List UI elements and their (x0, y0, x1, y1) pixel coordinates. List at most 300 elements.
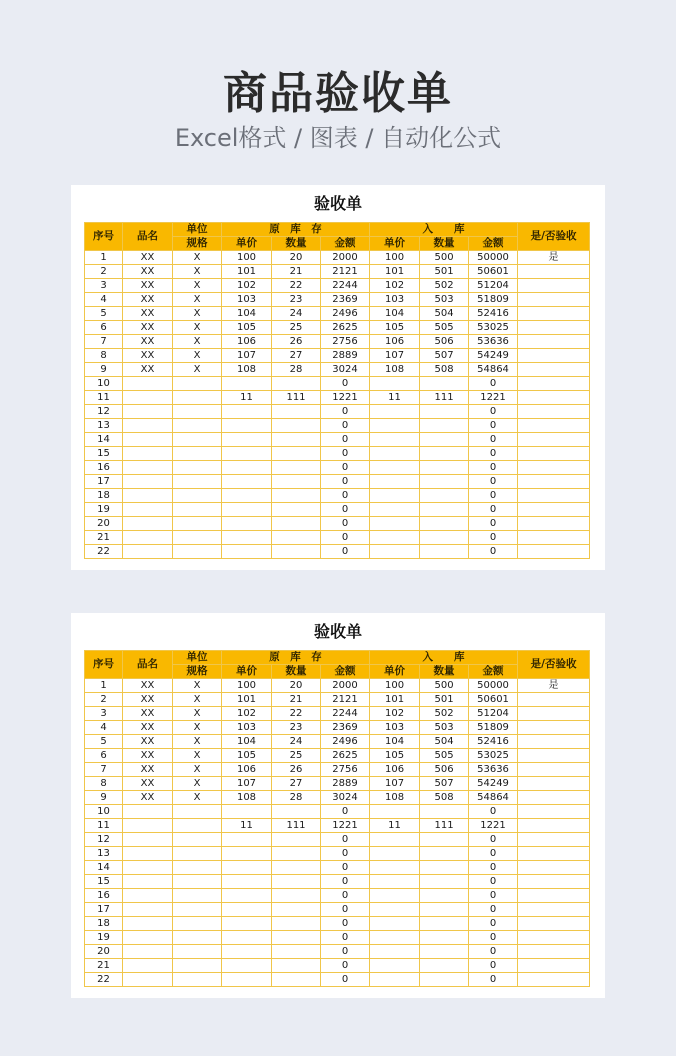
header-row (85, 223, 590, 237)
cell-in-amount: 50601 (469, 693, 518, 707)
cell-orig-price: 108 (222, 363, 272, 377)
cell-in-qty (420, 931, 469, 945)
cell-in-price (370, 545, 420, 559)
cell-name (123, 405, 173, 419)
cell-orig-qty: 27 (272, 349, 321, 363)
header-cell-seq: 序号 (85, 651, 123, 679)
cell-orig-amount: 0 (321, 531, 370, 545)
cell-name (123, 447, 173, 461)
cell-spec (173, 917, 222, 931)
header-cell-inbound: 入 库 (370, 651, 518, 665)
cell-seq: 8 (85, 777, 123, 791)
cell-accept (518, 405, 590, 419)
cell-accept (518, 763, 590, 777)
cell-in-amount: 0 (469, 447, 518, 461)
cell-orig-qty: 26 (272, 763, 321, 777)
cell-in-amount: 0 (469, 931, 518, 945)
cell-accept (518, 903, 590, 917)
cell-in-price: 107 (370, 777, 420, 791)
cell-name: XX (123, 307, 173, 321)
cell-spec (173, 945, 222, 959)
cell-accept (518, 875, 590, 889)
cell-seq: 6 (85, 321, 123, 335)
cell-orig-amount: 3024 (321, 791, 370, 805)
cell-in-amount: 51204 (469, 707, 518, 721)
cell-seq: 16 (85, 461, 123, 475)
cell-spec (173, 517, 222, 531)
cell-in-qty (420, 833, 469, 847)
cell-name (123, 545, 173, 559)
cell-orig-amount: 0 (321, 419, 370, 433)
cell-in-amount: 1221 (469, 391, 518, 405)
cell-seq: 19 (85, 503, 123, 517)
cell-orig-amount: 2369 (321, 293, 370, 307)
cell-name: XX (123, 335, 173, 349)
cell-in-amount: 1221 (469, 819, 518, 833)
cell-in-amount: 0 (469, 875, 518, 889)
cell-orig-price: 103 (222, 293, 272, 307)
cell-orig-amount: 0 (321, 517, 370, 531)
cell-seq: 9 (85, 791, 123, 805)
receipt-sheet-2 (71, 613, 605, 998)
cell-in-price: 101 (370, 265, 420, 279)
cell-orig-amount: 2889 (321, 349, 370, 363)
cell-in-amount: 52416 (469, 307, 518, 321)
cell-in-amount: 53636 (469, 335, 518, 349)
cell-in-amount: 52416 (469, 735, 518, 749)
cell-in-amount: 0 (469, 861, 518, 875)
cell-in-price: 103 (370, 293, 420, 307)
cell-name: XX (123, 265, 173, 279)
cell-in-qty (420, 489, 469, 503)
cell-orig-price (222, 805, 272, 819)
cell-accept (518, 931, 590, 945)
cell-in-price (370, 531, 420, 545)
cell-in-price (370, 903, 420, 917)
cell-accept (518, 307, 590, 321)
cell-spec (173, 461, 222, 475)
table-row (85, 973, 590, 987)
cell-accept (518, 721, 590, 735)
cell-seq: 3 (85, 707, 123, 721)
cell-spec: X (173, 763, 222, 777)
cell-in-qty: 111 (420, 819, 469, 833)
cell-accept (518, 447, 590, 461)
cell-in-qty (420, 531, 469, 545)
cell-accept (518, 819, 590, 833)
cell-in-qty (420, 433, 469, 447)
cell-spec (173, 503, 222, 517)
cell-spec: X (173, 349, 222, 363)
cell-in-amount: 0 (469, 419, 518, 433)
cell-spec (173, 889, 222, 903)
cell-seq: 2 (85, 693, 123, 707)
cell-in-amount: 51809 (469, 293, 518, 307)
cell-spec (173, 805, 222, 819)
table-row (85, 847, 590, 861)
table-row (85, 363, 590, 377)
cell-name (123, 531, 173, 545)
cell-in-amount: 0 (469, 959, 518, 973)
cell-spec (173, 875, 222, 889)
table-row (85, 763, 590, 777)
cell-in-qty: 502 (420, 707, 469, 721)
cell-in-price (370, 405, 420, 419)
cell-orig-price: 11 (222, 391, 272, 405)
cell-in-amount: 0 (469, 973, 518, 987)
cell-orig-amount: 0 (321, 945, 370, 959)
cell-orig-price: 106 (222, 763, 272, 777)
cell-orig-price: 105 (222, 749, 272, 763)
cell-seq: 22 (85, 973, 123, 987)
cell-orig-price (222, 405, 272, 419)
cell-seq: 8 (85, 349, 123, 363)
cell-in-amount: 51204 (469, 279, 518, 293)
table-row (85, 377, 590, 391)
cell-orig-amount: 0 (321, 433, 370, 447)
cell-in-qty (420, 847, 469, 861)
cell-seq: 11 (85, 819, 123, 833)
cell-in-qty: 506 (420, 335, 469, 349)
cell-seq: 20 (85, 517, 123, 531)
table-row (85, 931, 590, 945)
table-row (85, 489, 590, 503)
header-cell-seq: 序号 (85, 223, 123, 251)
cell-in-qty (420, 517, 469, 531)
cell-accept (518, 749, 590, 763)
cell-orig-price (222, 517, 272, 531)
cell-orig-amount: 0 (321, 545, 370, 559)
cell-orig-price: 104 (222, 307, 272, 321)
cell-name: XX (123, 251, 173, 265)
cell-orig-price (222, 833, 272, 847)
cell-in-qty (420, 447, 469, 461)
cell-seq: 7 (85, 763, 123, 777)
cell-orig-price: 102 (222, 279, 272, 293)
cell-in-qty: 504 (420, 735, 469, 749)
cell-accept (518, 517, 590, 531)
cell-in-price: 106 (370, 763, 420, 777)
cell-seq: 7 (85, 335, 123, 349)
cell-in-price: 103 (370, 721, 420, 735)
cell-seq: 20 (85, 945, 123, 959)
cell-orig-price: 104 (222, 735, 272, 749)
cell-name (123, 503, 173, 517)
cell-spec (173, 973, 222, 987)
cell-orig-qty: 23 (272, 721, 321, 735)
cell-spec: X (173, 265, 222, 279)
cell-orig-qty (272, 805, 321, 819)
cell-orig-amount: 2625 (321, 321, 370, 335)
cell-name (123, 419, 173, 433)
cell-orig-qty: 28 (272, 791, 321, 805)
page-subtitle: Excel格式 / 图表 / 自动化公式 (174, 124, 502, 152)
cell-orig-amount: 3024 (321, 363, 370, 377)
cell-in-amount: 0 (469, 531, 518, 545)
cell-name: XX (123, 735, 173, 749)
cell-seq: 5 (85, 735, 123, 749)
cell-seq: 13 (85, 419, 123, 433)
cell-orig-qty (272, 889, 321, 903)
cell-orig-qty (272, 545, 321, 559)
cell-spec: X (173, 293, 222, 307)
table-row (85, 307, 590, 321)
cell-orig-qty: 21 (272, 265, 321, 279)
cell-seq: 1 (85, 251, 123, 265)
cell-accept (518, 693, 590, 707)
table-row (85, 503, 590, 517)
cell-in-price (370, 931, 420, 945)
cell-orig-amount: 2244 (321, 707, 370, 721)
cell-name (123, 391, 173, 405)
cell-accept (518, 707, 590, 721)
cell-in-qty (420, 419, 469, 433)
table-row (85, 819, 590, 833)
cell-spec: X (173, 307, 222, 321)
cell-in-amount: 0 (469, 917, 518, 931)
cell-in-qty (420, 889, 469, 903)
cell-in-price: 107 (370, 349, 420, 363)
cell-orig-price (222, 903, 272, 917)
cell-orig-qty (272, 433, 321, 447)
cell-orig-qty (272, 489, 321, 503)
header-cell-qty: 数量 (420, 237, 469, 251)
table-row (85, 265, 590, 279)
cell-orig-amount: 0 (321, 805, 370, 819)
cell-spec (173, 833, 222, 847)
cell-in-qty: 501 (420, 265, 469, 279)
cell-orig-qty: 22 (272, 279, 321, 293)
cell-orig-price: 107 (222, 777, 272, 791)
cell-orig-amount: 0 (321, 959, 370, 973)
cell-orig-amount: 2625 (321, 749, 370, 763)
cell-name: XX (123, 707, 173, 721)
cell-name (123, 819, 173, 833)
table-row (85, 679, 590, 693)
cell-accept (518, 847, 590, 861)
sheet-title: 验收单 (313, 622, 362, 641)
cell-seq: 19 (85, 931, 123, 945)
cell-accept (518, 861, 590, 875)
cell-orig-amount: 0 (321, 903, 370, 917)
cell-spec (173, 391, 222, 405)
cell-in-qty: 505 (420, 321, 469, 335)
cell-accept (518, 489, 590, 503)
cell-in-qty: 508 (420, 363, 469, 377)
cell-in-price: 11 (370, 391, 420, 405)
header-cell-spec: 规格 (173, 237, 222, 251)
cell-accept (518, 335, 590, 349)
cell-name (123, 433, 173, 447)
cell-in-qty (420, 973, 469, 987)
cell-orig-amount: 0 (321, 405, 370, 419)
cell-accept (518, 791, 590, 805)
table-row (85, 405, 590, 419)
cell-spec: X (173, 777, 222, 791)
cell-name (123, 945, 173, 959)
cell-in-qty: 507 (420, 777, 469, 791)
cell-accept (518, 419, 590, 433)
cell-orig-price (222, 875, 272, 889)
cell-accept (518, 377, 590, 391)
cell-name (123, 931, 173, 945)
cell-in-amount: 0 (469, 405, 518, 419)
cell-accept (518, 363, 590, 377)
cell-name: XX (123, 293, 173, 307)
cell-in-price (370, 475, 420, 489)
receipt-table (84, 650, 590, 987)
cell-spec: X (173, 679, 222, 693)
cell-in-amount: 0 (469, 847, 518, 861)
cell-in-qty (420, 545, 469, 559)
cell-orig-amount: 0 (321, 475, 370, 489)
header-cell-amount: 金额 (469, 237, 518, 251)
cell-in-price: 108 (370, 363, 420, 377)
cell-orig-price (222, 419, 272, 433)
cell-in-amount: 0 (469, 475, 518, 489)
cell-spec (173, 419, 222, 433)
cell-accept (518, 321, 590, 335)
cell-in-amount: 50000 (469, 251, 518, 265)
cell-orig-price: 105 (222, 321, 272, 335)
table-body (85, 223, 590, 559)
cell-orig-amount: 0 (321, 503, 370, 517)
cell-in-price (370, 433, 420, 447)
table-row (85, 721, 590, 735)
header-cell-accept: 是/否验收 (518, 223, 590, 251)
cell-name: XX (123, 777, 173, 791)
cell-in-price: 106 (370, 335, 420, 349)
cell-in-qty: 505 (420, 749, 469, 763)
cell-in-qty: 111 (420, 391, 469, 405)
cell-in-qty (420, 945, 469, 959)
receipt-sheet-1 (71, 185, 605, 570)
header-cell-original-stock: 原 库 存 (222, 223, 370, 237)
cell-name (123, 861, 173, 875)
cell-orig-price (222, 917, 272, 931)
cell-accept (518, 265, 590, 279)
cell-orig-amount: 0 (321, 489, 370, 503)
cell-orig-qty: 28 (272, 363, 321, 377)
cell-spec: X (173, 251, 222, 265)
table-row (85, 517, 590, 531)
cell-accept (518, 461, 590, 475)
cell-orig-qty (272, 973, 321, 987)
cell-seq: 12 (85, 833, 123, 847)
cell-orig-qty (272, 503, 321, 517)
cell-orig-qty (272, 377, 321, 391)
cell-accept (518, 545, 590, 559)
cell-name: XX (123, 363, 173, 377)
cell-orig-qty (272, 861, 321, 875)
cell-orig-amount: 0 (321, 847, 370, 861)
cell-name: XX (123, 791, 173, 805)
cell-name (123, 973, 173, 987)
table-row (85, 875, 590, 889)
cell-seq: 9 (85, 363, 123, 377)
header-cell-price: 单价 (222, 665, 272, 679)
cell-orig-price: 108 (222, 791, 272, 805)
cell-accept (518, 531, 590, 545)
cell-seq: 6 (85, 749, 123, 763)
cell-seq: 17 (85, 475, 123, 489)
cell-accept (518, 735, 590, 749)
cell-orig-qty (272, 475, 321, 489)
cell-name (123, 489, 173, 503)
cell-orig-qty: 25 (272, 321, 321, 335)
cell-accept: 是 (518, 679, 590, 693)
cell-in-qty: 502 (420, 279, 469, 293)
cell-orig-price (222, 889, 272, 903)
cell-in-amount: 0 (469, 545, 518, 559)
cell-seq: 14 (85, 861, 123, 875)
cell-orig-amount: 0 (321, 917, 370, 931)
cell-orig-amount: 1221 (321, 391, 370, 405)
cell-orig-price (222, 545, 272, 559)
cell-in-price (370, 447, 420, 461)
cell-orig-qty (272, 875, 321, 889)
cell-in-amount: 50000 (469, 679, 518, 693)
cell-spec: X (173, 279, 222, 293)
table-row (85, 903, 590, 917)
cell-in-qty: 503 (420, 721, 469, 735)
table-row (85, 447, 590, 461)
table-row (85, 777, 590, 791)
cell-orig-amount: 0 (321, 861, 370, 875)
cell-seq: 4 (85, 293, 123, 307)
cell-accept (518, 917, 590, 931)
cell-spec (173, 819, 222, 833)
header-cell-amount: 金额 (321, 665, 370, 679)
cell-name: XX (123, 721, 173, 735)
cell-orig-qty (272, 847, 321, 861)
cell-in-qty (420, 805, 469, 819)
cell-orig-price (222, 973, 272, 987)
cell-seq: 5 (85, 307, 123, 321)
table-row (85, 251, 590, 265)
table-row (85, 531, 590, 545)
cell-in-price (370, 861, 420, 875)
cell-orig-amount: 2121 (321, 693, 370, 707)
cell-in-price (370, 945, 420, 959)
cell-orig-amount: 0 (321, 833, 370, 847)
cell-seq: 10 (85, 805, 123, 819)
cell-in-price: 105 (370, 749, 420, 763)
cell-spec: X (173, 321, 222, 335)
cell-seq: 13 (85, 847, 123, 861)
cell-orig-qty: 27 (272, 777, 321, 791)
cell-in-price (370, 805, 420, 819)
header-cell-amount: 金额 (469, 665, 518, 679)
cell-orig-price: 100 (222, 679, 272, 693)
cell-seq: 2 (85, 265, 123, 279)
cell-orig-qty: 20 (272, 251, 321, 265)
table-row (85, 805, 590, 819)
cell-in-amount: 0 (469, 517, 518, 531)
cell-orig-qty: 111 (272, 391, 321, 405)
cell-name (123, 875, 173, 889)
header-cell-name: 品名 (123, 223, 173, 251)
cell-in-amount: 53025 (469, 749, 518, 763)
cell-in-price: 11 (370, 819, 420, 833)
table-row (85, 735, 590, 749)
cell-spec: X (173, 707, 222, 721)
header-cell-price: 单价 (222, 237, 272, 251)
table-row (85, 349, 590, 363)
cell-orig-price (222, 531, 272, 545)
cell-seq: 18 (85, 489, 123, 503)
cell-orig-amount: 2244 (321, 279, 370, 293)
